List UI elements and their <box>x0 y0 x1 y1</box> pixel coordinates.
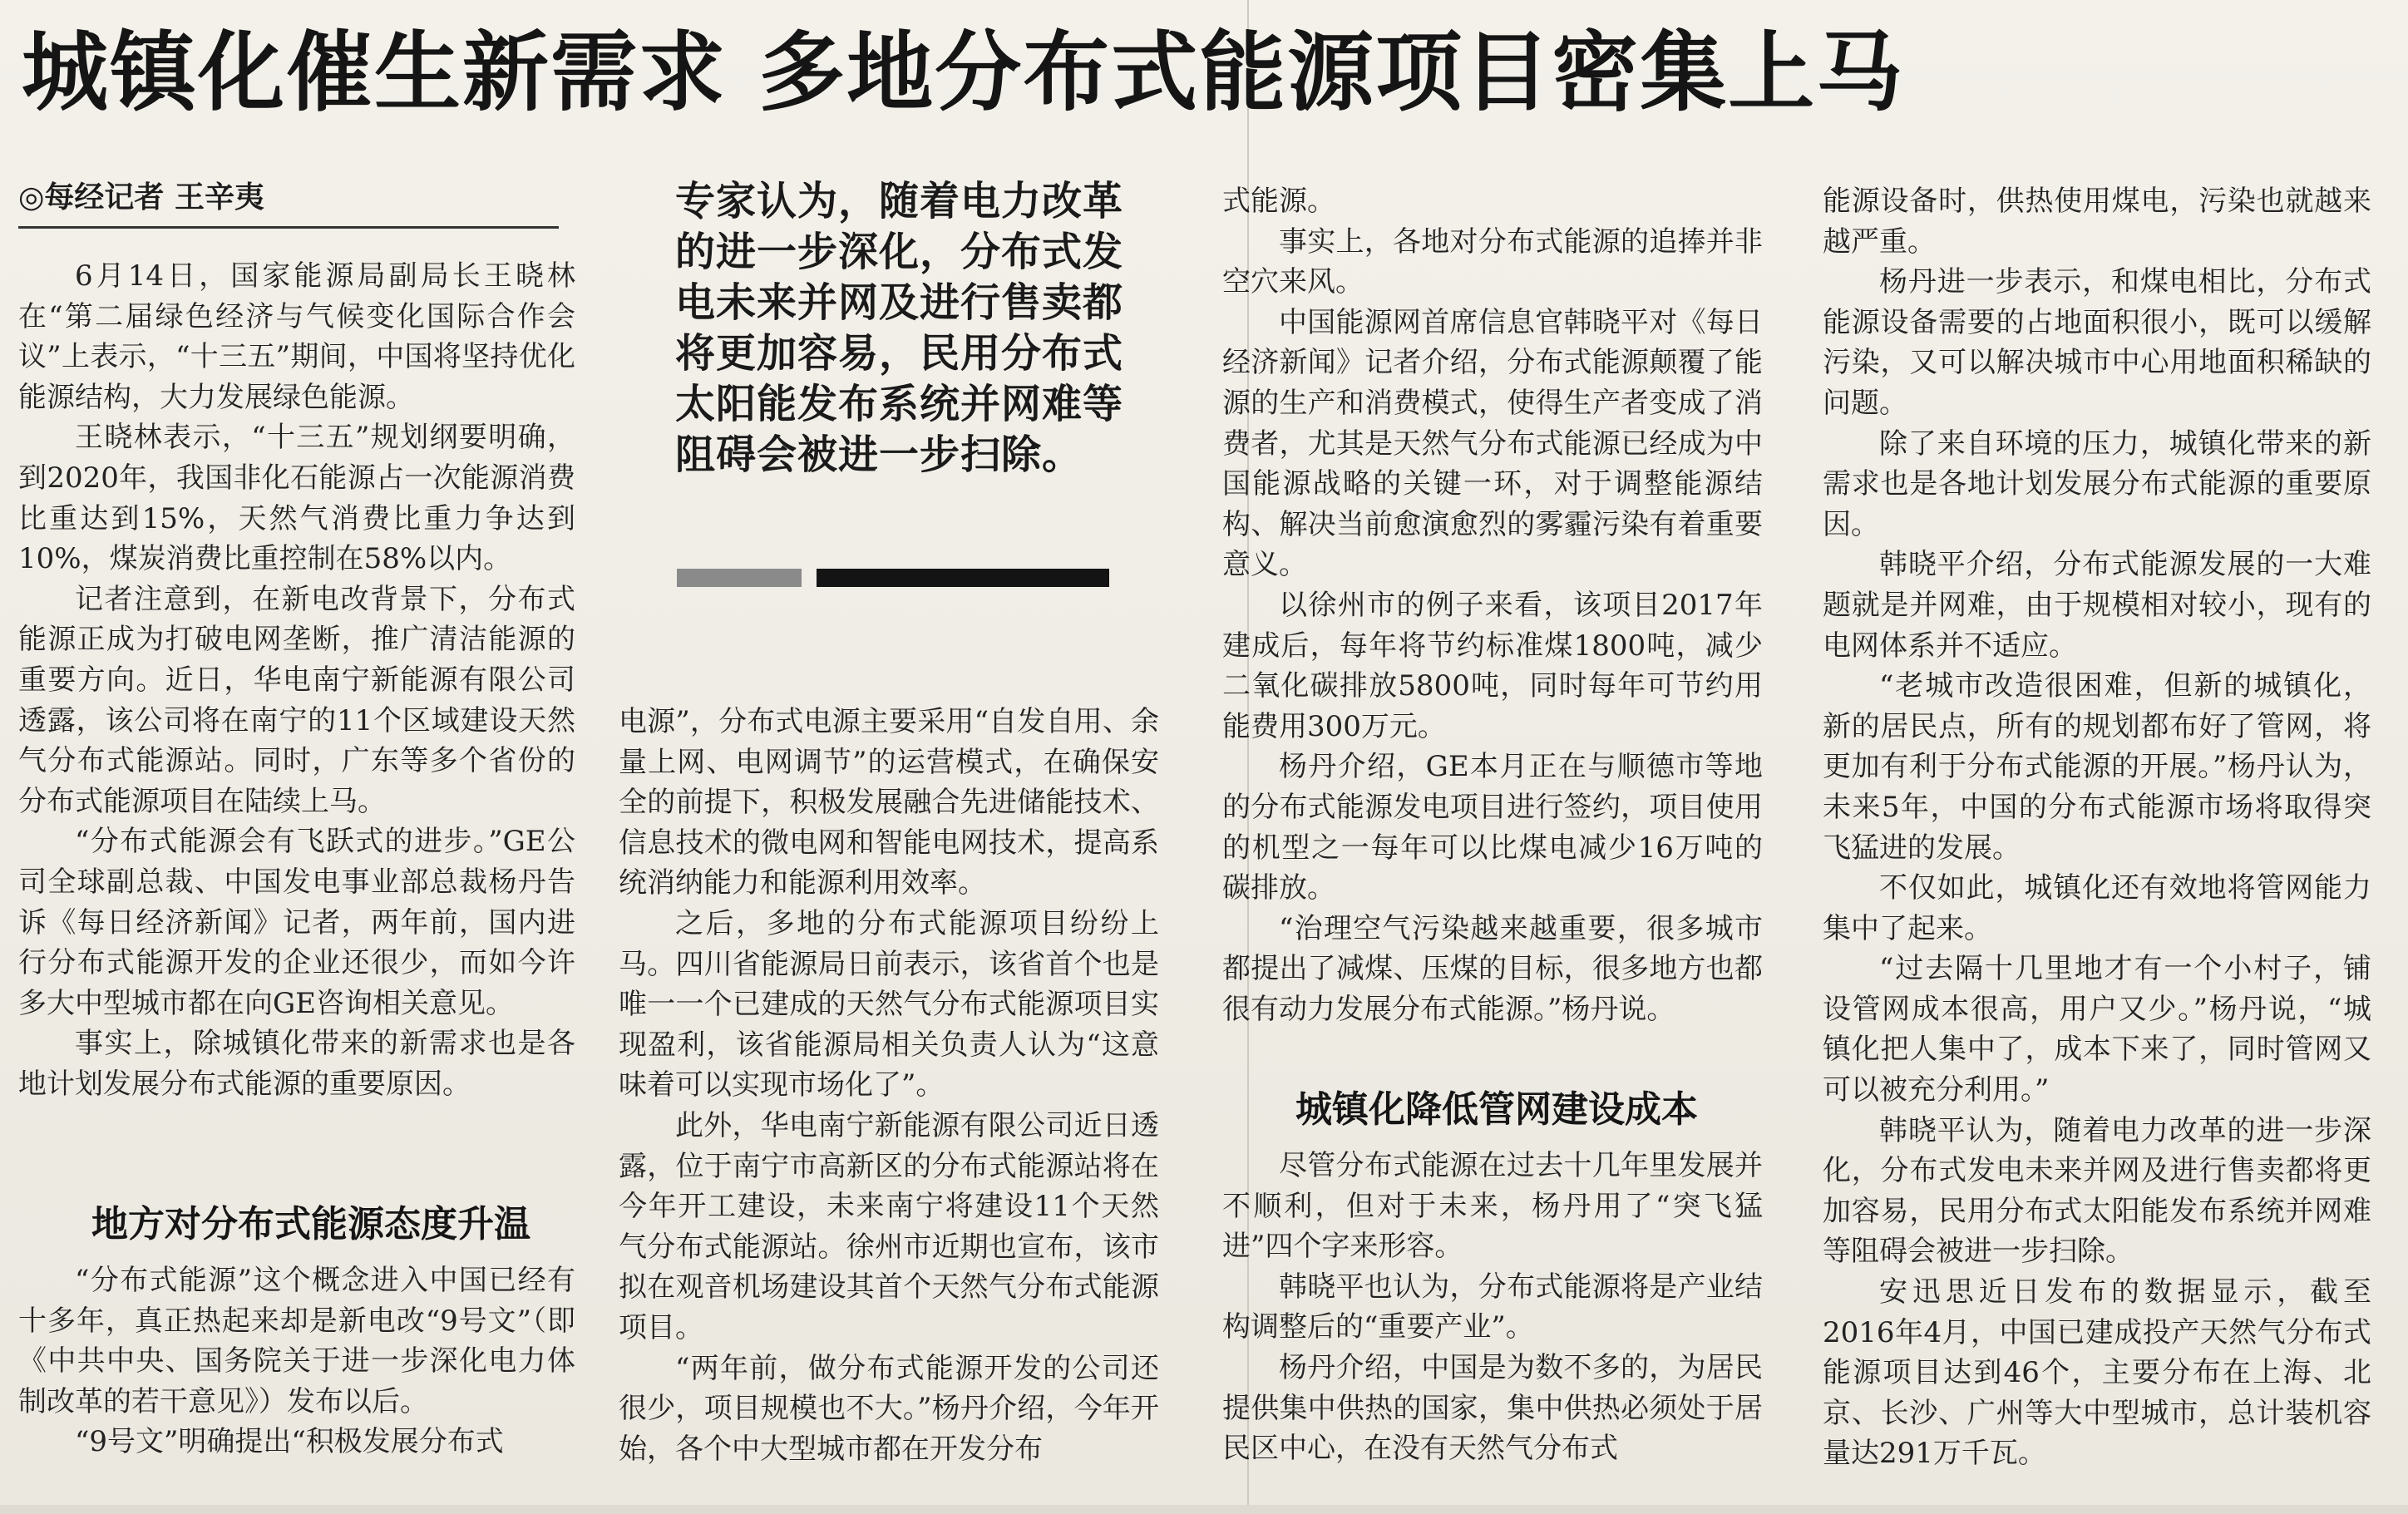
article-column-3-lower <box>1222 1081 1763 1469</box>
paragraph: “两年前，做分布式能源开发的公司还很少，项目规模也不大。”杨丹介绍，今年开始，各个中大型城市都在开发分布 <box>619 1351 1159 1466</box>
page-edge <box>0 1505 2408 1514</box>
paragraph: 韩晓平介绍，分布式能源发展的一大难题就是并网难，由于规模相对较小，现有的电网体系并不适应。 <box>1823 548 2371 663</box>
paragraph: 式能源。 <box>1222 185 1335 218</box>
paragraph: “分布式能源会有飞跃式的进步。”GE公司全球副总裁、中国发电事业部总裁杨丹告诉《每日经济新闻》记者，两年前，国内进行分布式能源开发的企业还很少，而如今许多大中型城市都在向GE咨询相关意见。 <box>18 825 575 1020</box>
subheading: 城镇化降低管网建设成本 <box>1295 1088 1698 1131</box>
paragraph: 此外，华电南宁新能源有限公司近日透露，位于南宁市高新区的分布式能源站将在今年开工建设，未来南宁将建设11个天然气分布式能源站。徐州市近期也宣布，该市拟在观音机场建设其首个天然气分布式能源项目。 <box>619 1108 1159 1344</box>
paragraph: 杨丹介绍，GE本月正在与顺德市等地的分布式能源发电项目进行签约，项目使用的机型之一每年可以比煤电减少16万吨的碳排放。 <box>1222 750 1763 905</box>
headline: 城镇化催生新需求 多地分布式能源项目密集上马 <box>22 22 1905 123</box>
paragraph: 杨丹进一步表示，和煤电相比，分布式能源设备需要的占地面积很小，既可以缓解污染，又可以解决城市中心用地面积稀缺的问题。 <box>1823 265 2371 420</box>
paragraph: “老城市改造很困难，但新的城镇化，新的居民点，所有的规划都布好了管网，将更加有利于分布式能源的开展。”杨丹认为，未来5年，中国的分布式能源市场将取得突飞猛进的发展。 <box>1823 669 2371 865</box>
decorative-bar <box>677 569 802 587</box>
article-column-2 <box>619 702 1159 1469</box>
decorative-bar <box>817 569 1109 587</box>
paragraph: 不仅如此，城镇化还有效地将管网能力集中了起来。 <box>1823 871 2371 945</box>
paragraph: 事实上，各地对分布式能源的追捧并非空穴来风。 <box>1222 224 1763 299</box>
pull-quote: 专家认为，随着电力改革的进一步深化，分布式发电未来并网及进行售卖都将更加容易，民用分布式太阳能发布系统并网难等阻碍会被进一步扫除。 <box>675 178 1124 478</box>
paragraph: 能源设备时，供热使用煤电，污染也就越来越严重。 <box>1823 185 2371 259</box>
paragraph: “过去隔十几里地才有一个小村子，铺设管网成本很高，用户又少。”杨丹说，“城镇化把人集中了，成本下来了，同时管网又可以被充分利用。” <box>1823 952 2371 1107</box>
subheading: 地方对分布式能源态度升温 <box>91 1203 530 1245</box>
paragraph: “分布式能源”这个概念进入中国已经有十多年，真正热起来却是新电改“9号文”（即《中共中央、国务院关于进一步深化电力体制改革的若干意见》）发布以后。 <box>18 1264 575 1418</box>
paragraph: 除了来自环境的压力，城镇化带来的新需求也是各地计划发展分布式能源的重要原因。 <box>1823 427 2371 541</box>
paragraph: 之后，多地的分布式能源项目纷纷上马。四川省能源局日前表示，该省首个也是唯一一个已建成的天然气分布式能源项目实现盈利，该省能源局相关负责人认为“这意味着可以实现市场化了”。 <box>619 906 1159 1102</box>
article-column-3 <box>1222 181 1763 1029</box>
article-column-1-lower <box>18 1196 575 1462</box>
paragraph: 电源”，分布式电源主要采用“自发自用、余量上网、电网调节”的运营模式，在确保安全的前提下，积极发展融合先进储能技术、信息技术的微电网和智能电网技术，提高系统消纳能力和能源利用效率。 <box>619 705 1159 900</box>
paragraph: 中国能源网首席信息官韩晓平对《每日经济新闻》记者介绍，分布式能源颠覆了能源的生产和消费模式，使得生产者变成了消费者，尤其是天然气分布式能源已经成为中国能源战略的关键一环，对于调整能源结构、解决当前愈演愈烈的雾霾污染有着重要意义。 <box>1222 305 1763 582</box>
paragraph: 杨丹介绍，中国是为数不多的，为居民提供集中供热的国家，集中供热必须处于居民区中心，在没有天然气分布式 <box>1222 1350 1763 1466</box>
paragraph: 尽管分布式能源在过去十几年里发展并不顺利，但对于未来，杨丹用了“突飞猛进”四个字来形容。 <box>1222 1149 1763 1264</box>
article-column-1 <box>18 256 575 1104</box>
paragraph: 6月14日，国家能源局副局长王晓林在“第二届绿色经济与气候变化国际合作会议”上表示，“十三五”期间，中国将坚持优化能源结构，大力发展绿色能源。 <box>18 259 575 414</box>
article-column-4 <box>1823 181 2371 1474</box>
paragraph: 韩晓平也认为，分布式能源将是产业结构调整后的“重要产业”。 <box>1222 1270 1763 1344</box>
paragraph: “治理空气污染越来越重要，很多城市都提出了减煤、压煤的目标，很多地方也都很有动力发展分布式能源。”杨丹说。 <box>1222 911 1763 1026</box>
paragraph: 王晓林表示，“十三五”规划纲要明确，到2020年，我国非化石能源占一次能源消费比重达到15%，天然气消费比重力争达到10%，煤炭消费比重控制在58%以内。 <box>18 421 575 576</box>
paragraph: 事实上，除城镇化带来的新需求也是各地计划发展分布式能源的重要原因。 <box>18 1027 575 1101</box>
paragraph: 韩晓平认为，随着电力改革的进一步深化，分布式发电未来并网及进行售卖都将更加容易，民用分布式太阳能发布系统并网难等阻碍会被进一步扫除。 <box>1823 1113 2371 1269</box>
byline: ◎每经记者 王辛夷 <box>18 175 559 229</box>
paragraph: “9号文”明确提出“积极发展分布式 <box>75 1425 504 1459</box>
paragraph: 安迅思近日发布的数据显示，截至2016年4月，中国已建成投产天然气分布式能源项目达到46个，主要分布在上海、北京、长沙、广州等大中型城市，总计装机容量达291万千瓦。 <box>1823 1275 2371 1471</box>
paragraph: 记者注意到，在新电改背景下，分布式能源正成为打破电网垄断，推广清洁能源的重要方向。近日，华电南宁新能源有限公司透露，该公司将在南宁的11个区域建设天然气分布式能源站。同时，广东等多个省份的分布式能源项目在陆续上马。 <box>18 582 575 818</box>
paragraph: 以徐州市的例子来看，该项目2017年建成后，每年将节约标准煤1800吨，减少二氧化碳排放5800吨，同时每年可节约用能费用300万元。 <box>1222 588 1763 743</box>
